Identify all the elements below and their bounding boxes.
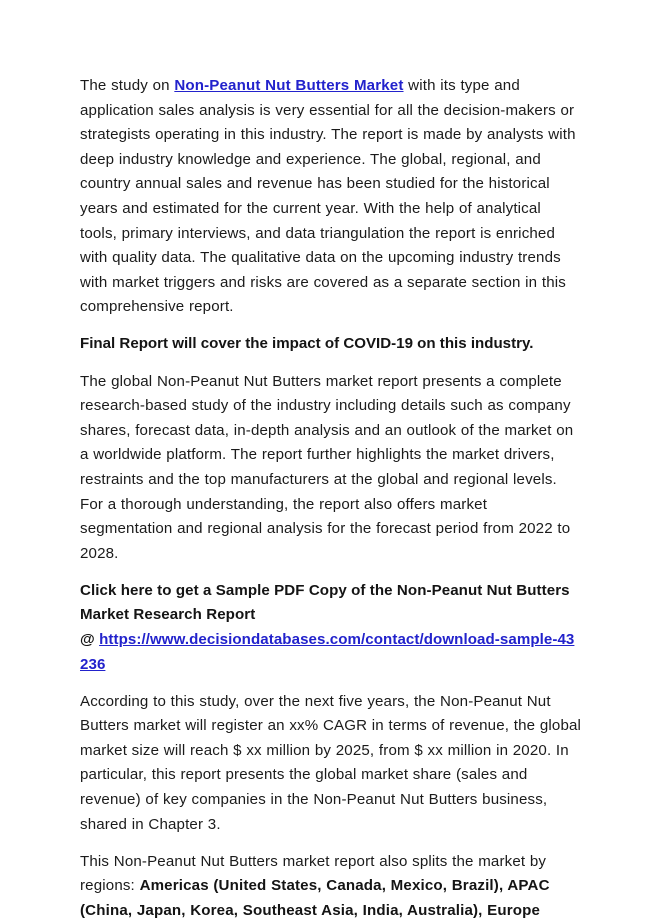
intro-paragraph [80,74,582,320]
cta-line-two: Market Research Report [80,606,256,624]
global-report-paragraph: The global Non-Peanut Nut Butters market report presents a complete research-based study of the industry including details such as company shares, forecast data, in-depth analysis and an outlook of the market on a worldwide platform. The report further highlights the market drivers, restraints and the top manufacturers at the global and regional levels. For a thorough understanding, the report also offers market segmentation and regional analysis for the forecast period from 2022 to 2028. [80,372,574,562]
at-symbol: @ [80,630,95,648]
sample-download-url-link[interactable]: https://www.decisiondatabases.com/contact/download-sample-43236 [80,630,575,673]
regions-paragraph [80,850,582,924]
regions-lead-text: This Non-Peanut Nut Butters market report also splits the market by regions: [80,852,547,895]
intro-body-text: with its type and application sales analysis is very essential for all the decision-makers or strategists operating in this industry. The report is made by analysts with deep industry knowledge and experience. The global, regional, and country annual sales and revenue has been studied for the historical years and estimated for the current year. With the help of analytical tools, primary interviews, and data triangulation the report is enriched with quality data. The qualitative data on the upcoming industry trends with market triggers and risks are covered as a separate section in this comprehensive report. [80,77,576,316]
cagr-paragraph: According to this study, over the next five years, the Non-Peanut Nut Butters market will register an xx% CAGR in terms of revenue, the global market size will reach $ xx million by 2025, from $ xx million in 2020. In particular, this report presents the global market share (sales and revenue) of key companies in the Non-Peanut Nut Butters business, shared in Chapter 3. [80,692,582,833]
intro-lead-text: The study on [80,77,175,94]
sample-pdf-cta [80,579,582,677]
market-title-link[interactable]: Non-Peanut Nut Butters Market [174,77,404,94]
regions-list-bold: Americas (United States, Canada, Mexico, Brazil), APAC (China, Japan, Korea, Southeast Asia, India, Australia), Europe [80,877,550,919]
cta-line-one: Click here to get a Sample PDF Copy of the Non-Peanut Nut Butters [80,581,570,599]
covid-impact-heading: Final Report will cover the impact of COVID-19 on this industry. [80,335,534,353]
